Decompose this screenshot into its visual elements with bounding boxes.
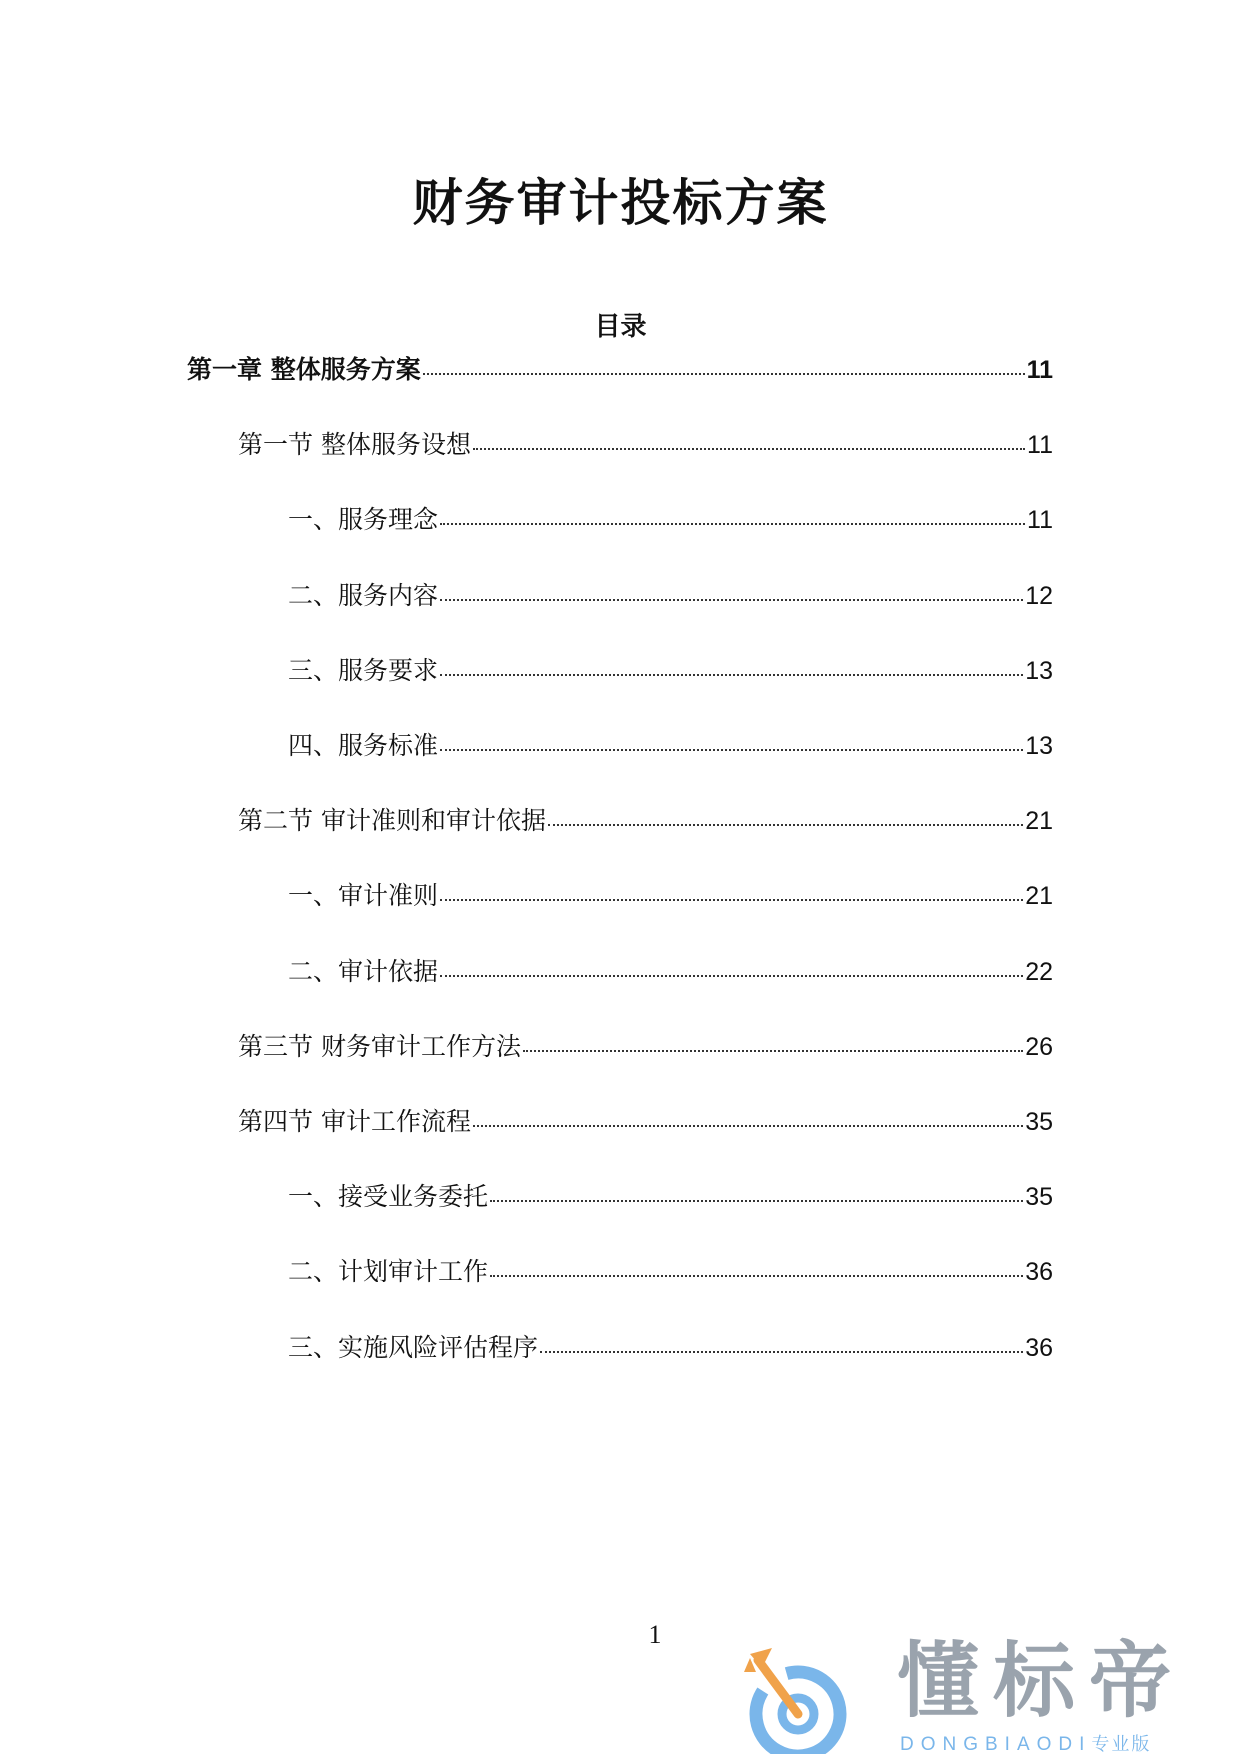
toc-entry[interactable] xyxy=(288,658,1053,684)
toc-leader-dots xyxy=(440,898,1023,901)
toc-entry[interactable] xyxy=(288,1259,1053,1285)
toc-leader-dots xyxy=(473,447,1025,450)
toc-entry[interactable] xyxy=(238,1109,1053,1135)
toc-leader-dots xyxy=(473,1124,1023,1127)
toc-entry-title: 第一节 整体服务设想 xyxy=(238,430,471,459)
watermark-subtitle xyxy=(900,1735,1151,1754)
toc-entry-title: 第四节 审计工作流程 xyxy=(238,1107,471,1136)
toc-entry-page: 36 xyxy=(1025,1334,1053,1362)
toc-entry-page: 35 xyxy=(1025,1108,1053,1136)
toc-leader-dots xyxy=(440,673,1023,676)
watermark-logo xyxy=(740,1634,1241,1755)
toc-entry[interactable] xyxy=(238,432,1053,458)
toc-entry-title: 一、服务理念 xyxy=(288,505,439,534)
toc-leader-dots xyxy=(440,522,1025,525)
toc-entry-title: 二、服务内容 xyxy=(288,581,439,610)
toc-entry-page: 21 xyxy=(1025,882,1053,910)
toc-entry[interactable] xyxy=(187,357,1053,383)
toc-entry-title: 第一章 整体服务方案 xyxy=(187,355,421,384)
toc-entry[interactable] xyxy=(288,883,1053,909)
watermark-brand: 懂标帝 xyxy=(897,1634,1186,1729)
toc-leader-dots xyxy=(490,1274,1023,1277)
toc-entry-page: 36 xyxy=(1025,1258,1053,1286)
toc-entry-page: 22 xyxy=(1025,958,1053,986)
toc-leader-dots xyxy=(440,974,1023,977)
toc-entry[interactable] xyxy=(288,507,1053,533)
toc-entry[interactable] xyxy=(238,1034,1053,1060)
toc-entry[interactable] xyxy=(238,808,1053,834)
toc-entry-page: 11 xyxy=(1027,431,1053,459)
toc-heading: 目录 xyxy=(594,312,647,342)
toc-entry[interactable] xyxy=(288,959,1053,985)
toc-leader-dots xyxy=(440,598,1023,601)
toc-leader-dots xyxy=(548,823,1023,826)
toc-entry-page: 35 xyxy=(1025,1183,1053,1211)
toc-entry[interactable] xyxy=(288,733,1053,759)
toc-entry-title: 二、审计依据 xyxy=(288,957,439,986)
toc-entry-title: 第二节 审计准则和审计依据 xyxy=(238,806,546,835)
toc-entry-title: 三、实施风险评估程序 xyxy=(288,1333,539,1362)
toc-entry-title: 三、服务要求 xyxy=(288,656,439,685)
toc-leader-dots xyxy=(423,372,1025,375)
toc-entry-page: 11 xyxy=(1027,506,1053,534)
toc-leader-dots xyxy=(523,1049,1023,1052)
toc-entry-title: 四、服务标准 xyxy=(288,731,439,760)
toc-entry[interactable] xyxy=(288,583,1053,609)
toc-entry[interactable] xyxy=(288,1184,1053,1210)
toc-entry-page: 13 xyxy=(1025,657,1053,685)
toc-leader-dots xyxy=(490,1199,1023,1202)
toc-entry-page: 21 xyxy=(1025,807,1053,835)
watermark-edition: 专业版 xyxy=(1091,1734,1152,1755)
toc-leader-dots xyxy=(540,1350,1023,1353)
toc-entry-title: 二、计划审计工作 xyxy=(288,1257,489,1286)
watermark-pinyin: DONGBIAODI xyxy=(900,1734,1092,1755)
toc-entry-page: 12 xyxy=(1025,582,1053,610)
toc-entry-page: 11 xyxy=(1026,356,1053,384)
toc-leader-dots xyxy=(440,748,1023,751)
toc-entry-title: 一、接受业务委托 xyxy=(288,1182,489,1211)
toc-entry-page: 13 xyxy=(1025,732,1053,760)
document-title: 财务审计投标方案 xyxy=(412,174,829,232)
toc-entry-title: 一、审计准则 xyxy=(288,881,439,910)
toc-entry[interactable] xyxy=(288,1335,1053,1361)
toc-entry-title: 第三节 财务审计工作方法 xyxy=(238,1032,521,1061)
page-number: 1 xyxy=(648,1620,662,1649)
toc-entry-page: 26 xyxy=(1025,1033,1053,1061)
target-arrow-icon xyxy=(740,1638,870,1754)
